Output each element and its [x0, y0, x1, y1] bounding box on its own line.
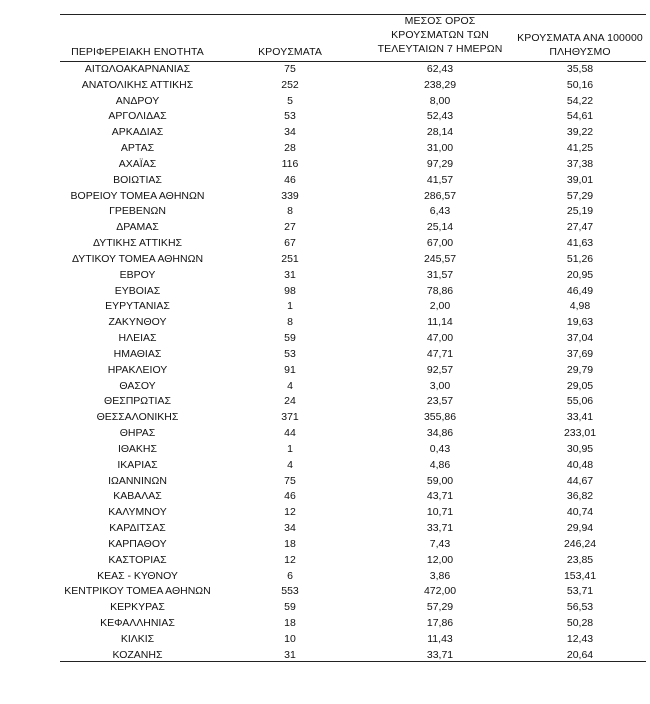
- avg-7-days-cell: 59,00: [426, 474, 454, 487]
- region-cell: ΒΟΙΩΤΙΑΣ: [113, 173, 162, 186]
- table-row: [0, 125, 650, 141]
- cases-cell: 27: [284, 221, 296, 234]
- cases-cell: 339: [281, 189, 299, 202]
- table-row: [0, 331, 650, 347]
- avg-7-days-cell: 6,43: [429, 205, 451, 218]
- avg-7-days-cell: 3,00: [429, 379, 451, 392]
- table-row: [0, 347, 650, 363]
- cases-cell: 116: [281, 157, 299, 170]
- cases-cell: 553: [281, 585, 299, 598]
- cases-cell: 59: [284, 601, 296, 614]
- avg-7-days-cell: 11,43: [427, 632, 453, 645]
- cases-cell: 1: [287, 442, 293, 455]
- avg-7-days-cell: 12,00: [426, 553, 454, 566]
- per-100k-cell: 19,63: [566, 316, 594, 329]
- region-cell: ΘΕΣΠΡΩΤΙΑΣ: [104, 395, 171, 408]
- avg-7-days-cell: 17,86: [426, 616, 454, 629]
- region-cell: ΘΕΣΣΑΛΟΝΙΚΗΣ: [96, 411, 179, 424]
- region-cell: ΒΟΡΕΙΟΥ ΤΟΜΕΑ ΑΘΗΝΩΝ: [70, 189, 205, 202]
- per-100k-cell: 233,01: [563, 427, 597, 440]
- cases-cell: 5: [287, 94, 293, 107]
- table-row: [0, 189, 650, 205]
- per-100k-cell: 20,64: [566, 648, 594, 661]
- per-100k-cell: 53,71: [566, 585, 594, 598]
- table-row: [0, 204, 650, 220]
- cases-cell: 91: [284, 363, 296, 376]
- avg-7-days-cell: 52,43: [426, 110, 454, 123]
- per-100k-cell: 33,41: [566, 411, 594, 424]
- cases-cell: 371: [281, 411, 299, 424]
- table-row: [0, 299, 650, 315]
- region-cell: ΑΝΔΡΟΥ: [115, 94, 160, 107]
- per-100k-cell: 46,49: [566, 284, 594, 297]
- region-cell: ΚΑΡΔΙΤΣΑΣ: [109, 522, 166, 535]
- table-row: [0, 173, 650, 189]
- table-row: [0, 632, 650, 648]
- avg-7-days-cell: 355,86: [423, 411, 457, 424]
- cases-cell: 98: [284, 284, 296, 297]
- region-cell: ΚΑΒΑΛΑΣ: [113, 490, 162, 503]
- region-cell: ΗΡΑΚΛΕΙΟΥ: [107, 363, 168, 376]
- region-cell: ΚΑΡΠΑΘΟΥ: [108, 537, 167, 550]
- table-row: [0, 94, 650, 110]
- table-row: [0, 442, 650, 458]
- region-cell: ΔΥΤΙΚΗΣ ΑΤΤΙΚΗΣ: [92, 237, 183, 250]
- per-100k-cell: 55,06: [566, 395, 594, 408]
- table-row: [0, 616, 650, 632]
- region-cell: ΔΡΑΜΑΣ: [116, 221, 159, 234]
- table-row: [0, 315, 650, 331]
- avg-7-days-cell: 11,14: [427, 316, 453, 329]
- table-row: [0, 584, 650, 600]
- cases-cell: 24: [284, 395, 296, 408]
- region-cell: ΔΥΤΙΚΟΥ ΤΟΜΕΑ ΑΘΗΝΩΝ: [71, 252, 204, 265]
- cases-cell: 4: [287, 458, 293, 471]
- avg-7-days-cell: 57,29: [426, 601, 454, 614]
- table-row: [0, 394, 650, 410]
- per-100k-cell: 37,69: [566, 347, 594, 360]
- per-100k-cell: 37,38: [566, 157, 594, 170]
- region-cell: ΚΑΛΥΜΝΟΥ: [108, 506, 167, 519]
- avg-7-days-cell: 8,00: [429, 94, 451, 107]
- table-row: [0, 474, 650, 490]
- avg-7-days-cell: 47,71: [426, 347, 454, 360]
- region-cell: ΕΥΡΥΤΑΝΙΑΣ: [105, 300, 170, 313]
- per-100k-cell: 153,41: [563, 569, 597, 582]
- per-100k-cell: 56,53: [566, 601, 594, 614]
- per-100k-cell: 41,25: [566, 142, 594, 155]
- region-cell: ΗΛΕΙΑΣ: [118, 332, 157, 345]
- table-row: [0, 220, 650, 236]
- per-100k-cell: 12,43: [566, 632, 594, 645]
- per-100k-cell: 39,01: [566, 173, 594, 186]
- table-row: [0, 109, 650, 125]
- region-cell: ΑΡΚΑΔΙΑΣ: [111, 126, 164, 139]
- region-cell: ΑΝΑΤΟΛΙΚΗΣ ΑΤΤΙΚΗΣ: [81, 78, 194, 91]
- avg-7-days-cell: 472,00: [423, 585, 457, 598]
- region-cell: ΑΡΓΟΛΙΔΑΣ: [108, 110, 167, 123]
- avg-7-days-cell: 43,71: [426, 490, 454, 503]
- per-100k-cell: 36,82: [566, 490, 594, 503]
- avg-7-days-cell: 78,86: [426, 284, 454, 297]
- header-avg-7-days: ΜΕΣΟΣ ΟΡΟΣ ΚΡΟΥΣΜΑΤΩΝ ΤΩΝ ΤΕΛΕΥΤΑΙΩΝ 7 ΗΜΕΡΩΝ: [377, 15, 503, 55]
- per-100k-cell: 54,61: [566, 110, 594, 123]
- cases-cell: 252: [281, 78, 299, 91]
- per-100k-cell: 37,04: [566, 332, 594, 345]
- avg-7-days-cell: 41,57: [426, 173, 454, 186]
- region-cell: ΚΕΡΚΥΡΑΣ: [110, 601, 165, 614]
- cases-cell: 8: [287, 316, 293, 329]
- avg-7-days-cell: 33,71: [426, 648, 454, 661]
- region-cell: ΖΑΚΥΝΘΟΥ: [108, 316, 167, 329]
- table-row: [0, 426, 650, 442]
- avg-7-days-cell: 7,43: [429, 537, 451, 550]
- region-cell: ΚΑΣΤΟΡΙΑΣ: [108, 553, 167, 566]
- header-cases-per-100k: ΚΡΟΥΣΜΑΤΑ ΑΝΑ 100000 ΠΛΗΘΥΣΜΟ: [517, 32, 643, 58]
- cases-cell: 46: [284, 173, 296, 186]
- cases-cell: 31: [284, 648, 296, 661]
- avg-7-days-cell: 67,00: [426, 237, 454, 250]
- avg-7-days-cell: 238,29: [423, 78, 457, 91]
- table-row: [0, 252, 650, 268]
- cases-cell: 6: [287, 569, 293, 582]
- region-cell: ΗΜΑΘΙΑΣ: [113, 347, 162, 360]
- per-100k-cell: 50,16: [566, 78, 594, 91]
- table-row: [0, 284, 650, 300]
- avg-7-days-cell: 34,86: [426, 427, 454, 440]
- cases-cell: 75: [284, 474, 296, 487]
- cases-cell: 59: [284, 332, 296, 345]
- region-cell: ΕΥΒΟΙΑΣ: [114, 284, 161, 297]
- cases-cell: 8: [287, 205, 293, 218]
- region-cell: ΘΑΣΟΥ: [119, 379, 156, 392]
- per-100k-cell: 4,98: [569, 300, 591, 313]
- avg-7-days-cell: 286,57: [423, 189, 457, 202]
- per-100k-cell: 50,28: [566, 616, 594, 629]
- cases-cell: 12: [284, 553, 296, 566]
- region-cell: ΚΙΛΚΙΣ: [120, 632, 155, 645]
- avg-7-days-cell: 33,71: [426, 522, 454, 535]
- table-row: [0, 553, 650, 569]
- cases-cell: 4: [287, 379, 293, 392]
- avg-7-days-cell: 10,71: [426, 506, 454, 519]
- region-cell: ΚΕΑΣ - ΚΥΘΝΟΥ: [97, 569, 178, 582]
- per-100k-cell: 35,58: [566, 63, 594, 75]
- per-100k-cell: 20,95: [566, 268, 594, 281]
- avg-7-days-cell: 23,57: [426, 395, 454, 408]
- table-row: [0, 363, 650, 379]
- cases-cell: 251: [281, 252, 299, 265]
- region-cell: ΚΕΦΑΛΛΗΝΙΑΣ: [100, 616, 175, 629]
- per-100k-cell: 39,22: [566, 126, 594, 139]
- region-cell: ΓΡΕΒΕΝΩΝ: [109, 205, 166, 218]
- region-cell: ΑΙΤΩΛΟΑΚΑΡΝΑΝΙΑΣ: [84, 63, 191, 75]
- avg-7-days-cell: 47,00: [426, 332, 454, 345]
- table-bottom-rule: [60, 661, 646, 662]
- table-body: [0, 62, 650, 663]
- avg-7-days-cell: 4,86: [429, 458, 451, 471]
- per-100k-cell: 29,94: [566, 522, 594, 535]
- region-cell: ΕΒΡΟΥ: [119, 268, 156, 281]
- cases-cell: 46: [284, 490, 296, 503]
- header-cases: ΚΡΟΥΣΜΑΤΑ: [258, 46, 322, 58]
- avg-7-days-cell: 25,14: [426, 221, 454, 234]
- avg-7-days-cell: 0,43: [429, 442, 451, 455]
- table-row: [0, 62, 650, 78]
- cases-cell: 18: [284, 537, 296, 550]
- table-row: [0, 489, 650, 505]
- cases-cell: 12: [284, 506, 296, 519]
- cases-cell: 10: [284, 632, 296, 645]
- cases-cell: 1: [287, 300, 293, 313]
- per-100k-cell: 40,48: [566, 458, 594, 471]
- per-100k-cell: 29,79: [566, 363, 594, 376]
- avg-7-days-cell: 28,14: [426, 126, 454, 139]
- table-row: [0, 505, 650, 521]
- per-100k-cell: 30,95: [566, 442, 594, 455]
- region-cell: ΑΧΑΪΑΣ: [118, 157, 157, 170]
- region-cell: ΑΡΤΑΣ: [120, 142, 155, 155]
- region-cell: ΘΗΡΑΣ: [119, 427, 156, 440]
- cases-cell: 31: [284, 268, 296, 281]
- table-top-rule: [60, 14, 646, 15]
- per-100k-cell: 23,85: [566, 553, 594, 566]
- per-100k-cell: 44,67: [566, 474, 594, 487]
- table-row: [0, 379, 650, 395]
- per-100k-cell: 246,24: [563, 537, 597, 550]
- cases-cell: 34: [284, 126, 296, 139]
- per-100k-cell: 41,63: [566, 237, 594, 250]
- table-row: [0, 157, 650, 173]
- per-100k-cell: 57,29: [566, 189, 594, 202]
- avg-7-days-cell: 31,00: [426, 142, 454, 155]
- cases-cell: 53: [284, 347, 296, 360]
- cases-cell: 44: [284, 427, 296, 440]
- table-row: [0, 569, 650, 585]
- region-cell: ΙΩΑΝΝΙΝΩΝ: [108, 474, 167, 487]
- avg-7-days-cell: 2,00: [429, 300, 451, 313]
- per-100k-cell: 25,19: [566, 205, 594, 218]
- cases-cell: 28: [284, 142, 296, 155]
- avg-7-days-cell: 3,86: [429, 569, 451, 582]
- avg-7-days-cell: 245,57: [423, 252, 457, 265]
- region-cell: ΙΘΑΚΗΣ: [118, 442, 157, 455]
- cases-cell: 18: [284, 616, 296, 629]
- table-row: [0, 600, 650, 616]
- per-100k-cell: 51,26: [566, 252, 594, 265]
- avg-7-days-cell: 31,57: [426, 268, 454, 281]
- table-row: [0, 458, 650, 474]
- table-row: [0, 236, 650, 252]
- cases-cell: 53: [284, 110, 296, 123]
- region-cell: ΚΟΖΑΝΗΣ: [112, 648, 163, 661]
- cases-cell: 67: [284, 237, 296, 250]
- avg-7-days-cell: 97,29: [426, 157, 454, 170]
- per-100k-cell: 29,05: [566, 379, 594, 392]
- region-cell: ΚΕΝΤΡΙΚΟΥ ΤΟΜΕΑ ΑΘΗΝΩΝ: [64, 585, 211, 598]
- cases-cell: 34: [284, 522, 296, 535]
- table-row: [0, 410, 650, 426]
- per-100k-cell: 54,22: [566, 94, 594, 107]
- region-cell: ΙΚΑΡΙΑΣ: [117, 458, 158, 471]
- table-row: [0, 521, 650, 537]
- table-row: [0, 78, 650, 94]
- per-100k-cell: 27,47: [566, 221, 594, 234]
- per-100k-cell: 40,74: [566, 506, 594, 519]
- cases-cell: 75: [284, 63, 296, 75]
- header-region: ΠΕΡΙΦΕΡΕΙΑΚΗ ΕΝΟΤΗΤΑ: [71, 46, 204, 58]
- table-row: [0, 268, 650, 284]
- table-row: [0, 141, 650, 157]
- table-row: [0, 537, 650, 553]
- avg-7-days-cell: 62,43: [426, 63, 454, 75]
- avg-7-days-cell: 92,57: [426, 363, 454, 376]
